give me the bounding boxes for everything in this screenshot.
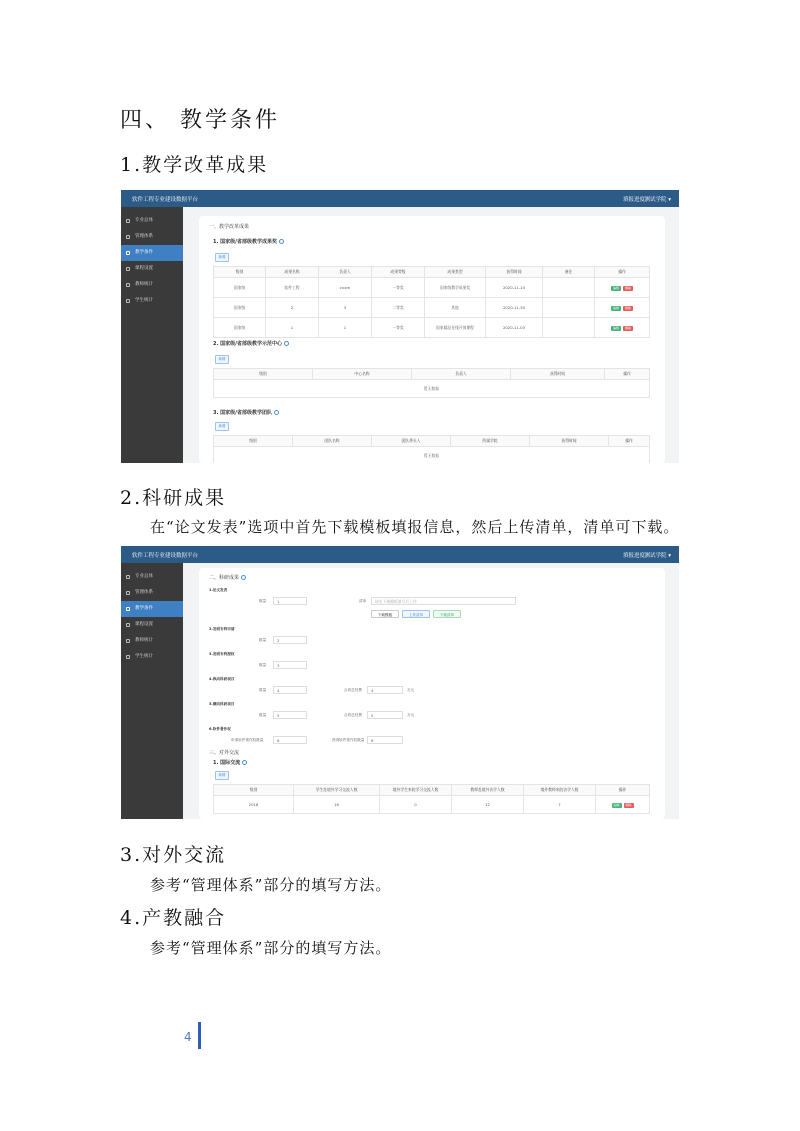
table-header-row: [214, 267, 650, 278]
field-label: 数量: [259, 599, 267, 603]
table-row: [214, 318, 650, 338]
sidebar-item-management[interactable]: [121, 229, 183, 245]
column-header: 级别: [214, 267, 266, 278]
cell: 2020-11-10: [486, 278, 543, 298]
subsection-title: [213, 340, 289, 347]
bulb-icon: [126, 251, 130, 255]
cell: [543, 298, 595, 318]
subsection-label: 2. 国家级/省部级教学示范中心: [213, 341, 282, 347]
field-label: 数量: [259, 663, 267, 667]
research-instructions: 在“论文发表”选项中首先下载模板填报信息，然后上传清单，清单可下载。: [150, 518, 680, 536]
patent-grant-count-input[interactable]: 3: [273, 661, 307, 669]
cell: 7: [524, 796, 596, 814]
centers-table: [213, 368, 650, 398]
field-label: 申请软件著作权数量: [231, 738, 264, 742]
help-icon[interactable]: [279, 239, 284, 244]
upload-list-button[interactable]: 上传清单: [402, 610, 430, 618]
sidebar-item-label: 教师统计: [135, 282, 153, 287]
screenshot-teaching-reform: [121, 190, 679, 463]
column-header: 级别: [214, 785, 294, 796]
exchange-instructions: 参考“管理体系”部分的填写方法。: [150, 876, 392, 894]
user-menu[interactable]: 测试学院 ▾: [644, 553, 671, 559]
exchange-table: [213, 784, 650, 814]
column-header: 获得时间: [530, 436, 609, 447]
column-header: 学生赴境外学习交流人数: [294, 785, 380, 796]
add-button[interactable]: 新增: [215, 422, 229, 431]
column-header: 级别: [214, 369, 313, 380]
cell: 3: [319, 298, 372, 318]
page-number: 4: [184, 1030, 192, 1044]
field-group-title: 1.论文发表: [209, 588, 228, 592]
column-header: 操作: [609, 436, 650, 447]
column-header: 成果等级: [372, 267, 425, 278]
subsection-title: [213, 409, 279, 416]
sidebar-item-label: 学生统计: [135, 298, 153, 303]
column-header: 团队名称: [293, 436, 372, 447]
sidebar-item-major[interactable]: [121, 213, 183, 229]
section-heading-teaching-reform: 1.教学改革成果: [120, 154, 269, 176]
cell: 2020-11-03: [486, 318, 543, 338]
subsection-title: [213, 238, 284, 245]
column-header: 负责人: [412, 369, 511, 380]
empty-state: 暂无数据: [214, 380, 650, 398]
actions-cell: [595, 318, 650, 338]
help-icon[interactable]: [284, 341, 289, 346]
building-icon: [126, 235, 130, 239]
cell: 国家级: [214, 278, 266, 298]
cell: 其他: [425, 298, 486, 318]
cell: 国家级: [214, 298, 266, 318]
section-heading-industry: 4.产教融合: [120, 907, 227, 929]
sidebar-item-label: 课程设置: [135, 622, 153, 627]
column-header: 境外教师来院访学人数: [524, 785, 596, 796]
field-label: 清单: [359, 599, 367, 603]
sidebar-item-teachers[interactable]: [121, 277, 183, 293]
sidebar: [121, 207, 183, 463]
sidebar-item-label: 课程设置: [135, 266, 153, 271]
cell: 国家级教学成果奖: [425, 278, 486, 298]
paper-count-input[interactable]: 1: [273, 597, 307, 605]
home-icon: [126, 575, 130, 579]
add-button[interactable]: 新增: [215, 771, 229, 780]
delete-button[interactable]: 删除: [624, 305, 631, 310]
table-row: [214, 796, 650, 814]
user-menu[interactable]: 测试学院 ▾: [644, 197, 671, 203]
app-title: 软件工程专业建设数据平台: [132, 553, 199, 559]
subsection-label: 1. 国家级/省部级教学成果奖: [213, 239, 277, 245]
unit-label: 万元: [407, 713, 415, 717]
cell: 一等奖: [372, 318, 425, 338]
cell: 16: [294, 796, 380, 814]
cell: [543, 278, 595, 298]
vertical-amount-input[interactable]: 4: [367, 686, 403, 694]
sidebar-item-teaching[interactable]: [121, 601, 183, 617]
column-header: 境外学生来院学习交流人数: [380, 785, 452, 796]
section-title: 三、对外交流: [209, 750, 240, 756]
sidebar-item-teaching[interactable]: [121, 245, 183, 261]
sidebar-item-courses[interactable]: [121, 261, 183, 277]
field-label: 获得软件著作权数量: [332, 738, 365, 742]
sidebar-item-students[interactable]: [121, 293, 183, 309]
sidebar-item-label: 专业总体: [135, 218, 153, 223]
column-header: 操作: [595, 267, 650, 278]
home-icon: [126, 219, 130, 223]
chapter-heading: 四、 教学条件: [120, 108, 280, 133]
screenshot-research: [121, 546, 679, 819]
content-card: [199, 568, 665, 819]
column-header: 成果名称: [266, 267, 319, 278]
user-icon: [126, 655, 130, 659]
sidebar-item-label: 管理体系: [135, 590, 153, 595]
industry-instructions: 参考“管理体系”部分的填写方法。: [150, 939, 392, 957]
sidebar-item-label: 学生统计: [135, 654, 153, 659]
edit-button[interactable]: 编辑: [612, 285, 619, 290]
column-header: 获得时间: [486, 267, 543, 278]
cell: 2020-11-30: [486, 298, 543, 318]
subsection-title: [213, 759, 247, 766]
delete-button[interactable]: 删除: [624, 325, 631, 330]
field-label: 合同总经费: [344, 713, 362, 717]
field-group-title: 3.发明专利授权: [209, 652, 235, 656]
app-title: 软件工程专业建设数据平台: [132, 197, 199, 203]
app-header: [121, 546, 679, 563]
sidebar-item-major[interactable]: [121, 569, 183, 585]
cell: 12: [452, 796, 524, 814]
field-label: 数量: [259, 638, 267, 642]
software-apply-count-input[interactable]: 6: [273, 736, 307, 744]
help-icon[interactable]: [242, 760, 247, 765]
help-icon[interactable]: [241, 575, 246, 580]
subsection-label: 3. 国家级/省部级教学团队: [213, 410, 272, 416]
subsection-label: 1. 国际交流: [213, 760, 241, 766]
table-row: [214, 298, 650, 318]
sidebar: [121, 563, 183, 819]
gear-icon: [126, 267, 130, 271]
field-label: 数量: [259, 713, 267, 717]
awards-table: [213, 266, 650, 338]
horizontal-amount-input[interactable]: 5: [367, 711, 403, 719]
actions-cell: [595, 298, 650, 318]
help-icon[interactable]: [274, 410, 279, 415]
section-heading-exchange: 3.对外交流: [120, 844, 227, 866]
table-row: [214, 380, 650, 398]
building-icon: [126, 591, 130, 595]
software-grant-count-input[interactable]: 6: [367, 736, 403, 744]
edit-button[interactable]: 编辑: [612, 305, 619, 310]
cell: 0: [380, 796, 452, 814]
column-header: 负责人: [319, 267, 372, 278]
content-card: [199, 216, 665, 463]
column-header: 操作: [596, 785, 650, 796]
sidebar-item-label: 教师统计: [135, 638, 153, 643]
column-header: 成果类型: [425, 267, 486, 278]
column-header: 中心名称: [313, 369, 412, 380]
cell: 一等奖: [372, 278, 425, 298]
teams-table: [213, 435, 650, 463]
field-group-title: 4.纵向科研项目: [209, 677, 235, 681]
column-header: 所属学院: [451, 436, 530, 447]
section-heading-research: 2.科研成果: [120, 487, 227, 509]
field-group-title: 2.发明专利申请: [209, 627, 235, 631]
section-title: 一、教学改革成果: [209, 224, 250, 230]
delete-button[interactable]: 删除: [624, 285, 631, 290]
sidebar-item-courses[interactable]: [121, 617, 183, 633]
actions-cell: [596, 796, 650, 814]
cell: 国家级: [214, 318, 266, 338]
user-icon: [126, 283, 130, 287]
progress-link[interactable]: 填报进度: [622, 553, 645, 559]
sidebar-item-label: 管理体系: [135, 234, 153, 239]
edit-button[interactable]: 编辑: [612, 325, 619, 330]
column-header: 团队带头人: [372, 436, 451, 447]
vertical-count-input[interactable]: 4: [273, 686, 307, 694]
add-button[interactable]: 新增: [215, 355, 229, 364]
cell: 2018: [214, 796, 294, 814]
field-group-title: 5.横向科研项目: [209, 702, 235, 706]
field-group-title: 6.软件著作权: [209, 727, 231, 731]
delete-button[interactable]: 删除: [625, 802, 632, 807]
list-file-input[interactable]: 请先下载模板填写后上传: [371, 597, 516, 605]
cell: 国家精品在线开放课程: [425, 318, 486, 338]
section-label: 二、科研成果: [209, 575, 240, 581]
section-title: [209, 574, 246, 581]
column-header: 教师赴境外访学人数: [452, 785, 524, 796]
cell: [543, 318, 595, 338]
actions-cell: [595, 278, 650, 298]
horizontal-count-input[interactable]: 5: [273, 711, 307, 719]
table-header-row: [214, 436, 650, 447]
sidebar-item-label: 教学条件: [135, 606, 153, 611]
column-header: 操作: [605, 369, 650, 380]
cell: 软件工程: [266, 278, 319, 298]
edit-button[interactable]: 编辑: [613, 802, 620, 807]
patent-apply-count-input[interactable]: 2: [273, 636, 307, 644]
empty-state: 暂无数据: [214, 447, 650, 464]
cell: 二等奖: [372, 298, 425, 318]
table-header-row: [214, 785, 650, 796]
sidebar-item-label: 专业总体: [135, 574, 153, 579]
sidebar-item-management[interactable]: [121, 585, 183, 601]
progress-link[interactable]: 填报进度: [622, 197, 645, 203]
cell: cxxm: [319, 278, 372, 298]
table-row: [214, 278, 650, 298]
field-label: 数量: [259, 688, 267, 692]
app-header: [121, 190, 679, 207]
table-row: [214, 447, 650, 464]
column-header: 级别: [214, 436, 293, 447]
add-button[interactable]: 新增: [215, 253, 229, 262]
column-header: 获得时间: [511, 369, 605, 380]
download-template-button[interactable]: 下载模板: [371, 610, 399, 618]
user-icon: [126, 639, 130, 643]
sidebar-item-label: 教学条件: [135, 250, 153, 255]
page-number-bar: [198, 1022, 201, 1049]
bulb-icon: [126, 607, 130, 611]
download-list-button[interactable]: 下载清单: [433, 610, 461, 618]
sidebar-item-students[interactable]: [121, 649, 183, 665]
user-icon: [126, 299, 130, 303]
table-header-row: [214, 369, 650, 380]
cell: 2: [266, 298, 319, 318]
sidebar-item-teachers[interactable]: [121, 633, 183, 649]
cell: 1: [266, 318, 319, 338]
gear-icon: [126, 623, 130, 627]
cell: 1: [319, 318, 372, 338]
field-label: 合同总经费: [344, 688, 362, 692]
column-header: 备注: [543, 267, 595, 278]
unit-label: 万元: [407, 688, 415, 692]
